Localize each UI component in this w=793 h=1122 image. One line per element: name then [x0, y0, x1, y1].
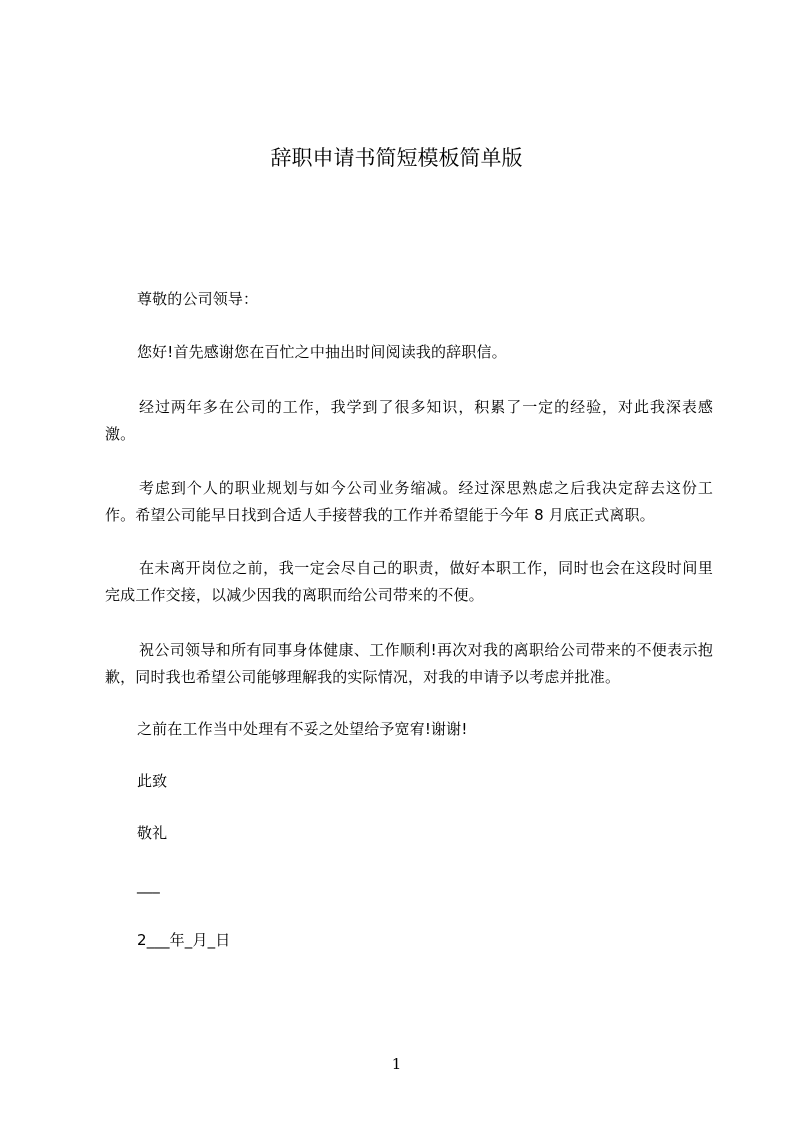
document-title: 辞职申请书简短模板简单版 — [270, 146, 523, 170]
date-line: 2___年_月_日 — [137, 931, 231, 949]
closing-line: 此致 — [137, 772, 168, 790]
page-number: 1 — [391, 1055, 402, 1073]
paragraph: 考虑到个人的职业规划与如今公司业务缩减。经过深思熟虑之后我决定辞去这份工作。希望公司能早日找到合适人手接替我的工作并希望能于今年 8 月底正式离职。 — [105, 479, 713, 524]
signature-line: ___ — [137, 876, 160, 894]
paragraph: 在未离开岗位之前，我一定会尽自己的职责，做好本职工作，同时也会在这段时间里完成工作交接，以减少因我的离职而给公司带来的不便。 — [105, 559, 713, 604]
paragraph: 祝公司领导和所有同事身体健康、工作顺利!再次对我的离职给公司带来的不便表示抱歉，同时我也希望公司能够理解我的实际情况，对我的申请予以考虑并批准。 — [105, 641, 713, 686]
closing-salute: 敬礼 — [137, 824, 168, 842]
paragraph: 您好!首先感谢您在百忙之中抽出时间阅读我的辞职信。 — [137, 343, 507, 361]
paragraph: 经过两年多在公司的工作，我学到了很多知识，积累了一定的经验，对此我深表感激。 — [105, 398, 713, 443]
paragraph: 之前在工作当中处理有不妥之处望给予宽宥!谢谢! — [137, 720, 468, 738]
salutation: 尊敬的公司领导： — [137, 290, 259, 308]
